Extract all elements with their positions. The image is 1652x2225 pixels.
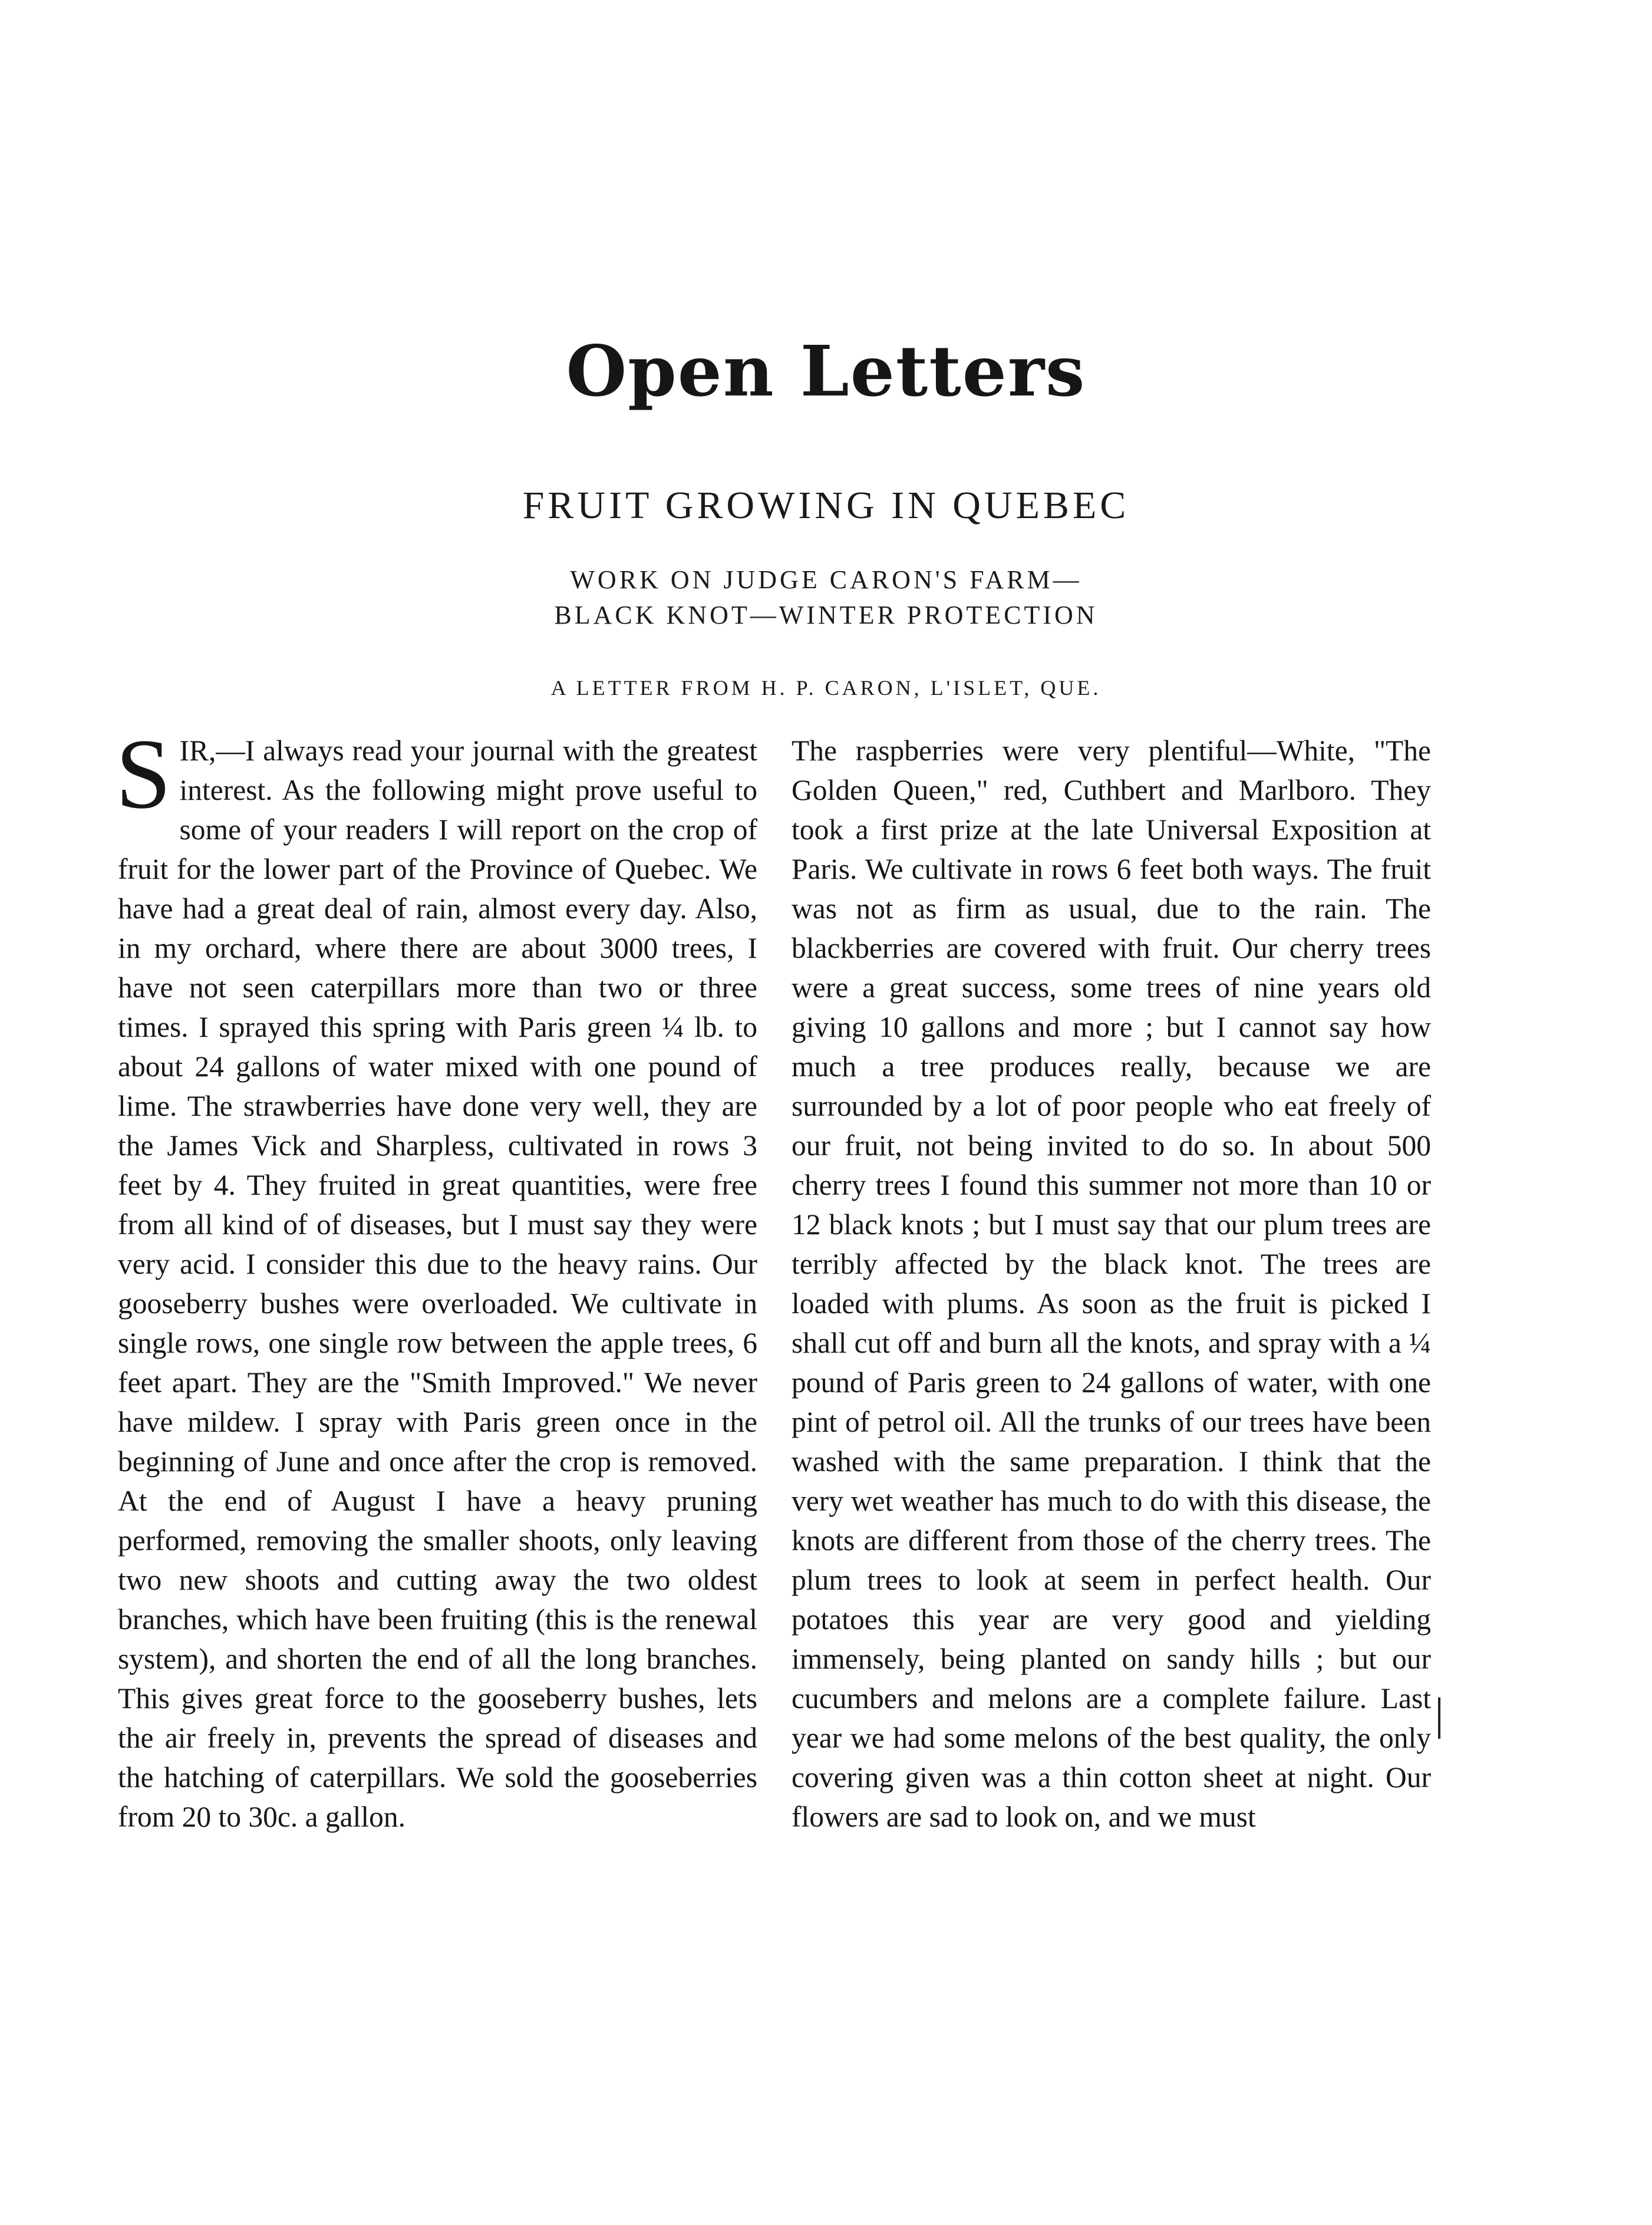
drop-cap: S [116,718,172,829]
right-column [792,731,1431,1837]
article-subtitle-line1: WORK ON JUDGE CARON'S FARM— [570,565,1082,594]
section-heading: Open Letters [566,330,1086,412]
margin-mark [1438,1697,1440,1739]
left-column [116,718,757,1837]
article-title: FRUIT GROWING IN QUEBEC [522,484,1130,527]
left-column-text: IR,—I always read your journal with the greatest interest. As the following might prove useful to some of your readers I will report on the crop of fruit for the lower part of the Province of Quebec. We have had a great deal of rain, almost every day. Also, in my orchard, where there are about 3000 trees, I have not seen caterpillars more than two or three times. I sprayed this spring with Paris green ¼ lb. to about 24 gallons of water mixed with one pound of lime. The strawberries have done very well, they are the James Vick and Sharpless, cultivated in rows 3 feet by 4. They fruited in great quantities, were free from all kind of of diseases, but I must say they were very acid. I consider this due to the heavy rains. Our gooseberry bushes were overloaded. We cultivate in single rows, one single row between the apple trees, 6 feet apart. They are the "Smith Improved." We never have mildew. I spray with Paris green once in the beginning of June and once after the crop is removed. At the end of August I have a heavy pruning performed, removing the smaller shoots, only leaving two new shoots and cutting away the two oldest branches, which have been fruiting (this is the renewal system), and shorten the end of all the long branches. This gives great force to the gooseberry bushes, lets the air freely in, prevents the spread of diseases and the hatching of caterpillars. We sold the gooseberries from 20 to 30c. a gallon. [118,734,757,1833]
right-column-text: The raspberries were very plentiful—White, "The Golden Queen," red, Cuthbert and Marlboro. They took a first prize at the late Universal Exposition at Paris. We cultivate in rows 6 feet both ways. The fruit was not as firm as usual, due to the rain. The blackberries are covered with fruit. Our cherry trees were a great success, some trees of nine years old giving 10 gallons and more ; but I cannot say how much a tree produces really, because we are surrounded by a lot of poor people who eat freely of our fruit, not being invited to do so. In about 500 cherry trees I found this summer not more than 10 or 12 black knots ; but I must say that our plum trees are terribly affected by the black knot. The trees are loaded with plums. As soon as the fruit is picked I shall cut off and burn all the knots, and spray with a ¼ pound of Paris green to 24 gallons of water, with one pint of petrol oil. All the trunks of our trees have been washed with the same preparation. I think that the very wet weather has much to do with this disease, the knots are different from those of the cherry trees. The plum trees to look at seem in perfect health. Our potatoes this year are very good and yielding immensely, being planted on sandy hills ; but our cucumbers and melons are a complete failure. Last year we had some melons of the best quality, the only covering given was a thin cotton sheet at night. Our flowers are sad to look on, and we must [792,734,1431,1833]
article-byline: A LETTER FROM H. P. CARON, L'ISLET, QUE. [550,676,1102,700]
article-subtitle-line2: BLACK KNOT—WINTER PROTECTION [554,601,1098,629]
